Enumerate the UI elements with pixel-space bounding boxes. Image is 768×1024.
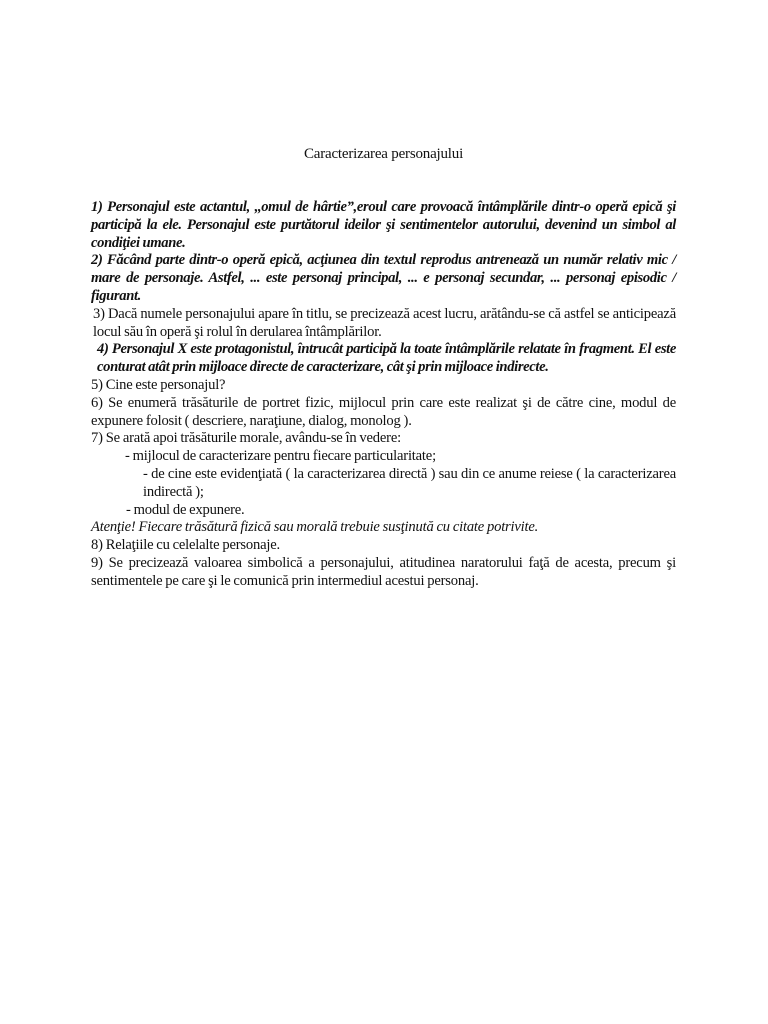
- point-7-sub-1: - mijlocul de caracterizare pentru fiecare particularitate;: [125, 448, 436, 465]
- attention-note: Atenţie! Fiecare trăsătură fizică sau morală trebuie susţinută cu citate potrivite.: [91, 519, 539, 536]
- point-9: 9) Se precizează valoarea simbolică a personajului, atitudinea naratorului faţă de acesta, precum şi sentimentele pe care şi le comunică prin intermediul acestui personaj.: [91, 554, 676, 589]
- point-6: 6) Se enumeră trăsăturile de portret fizic, mijlocul prin care este realizat şi de către cine, modul de expunere folosit ( descriere, naraţiune, dialog, monolog ).: [91, 394, 676, 429]
- point-7: 7) Se arată apoi trăsăturile morale, avându-se în vedere:: [91, 430, 401, 447]
- point-1: 1) Personajul este actantul, ,,omul de hârtie”,eroul care provoacă întâmplările dintr-o operă epică şi participă la ele. Personajul este purtătorul ideilor şi sentimentelor autorului, devenind un simbol al condiţiei umane.: [91, 199, 676, 251]
- point-5: 5) Cine este personajul?: [91, 376, 226, 393]
- point-2: 2) Făcând parte dintr-o operă epică, acţiunea din textul reprodus antrenează un număr relativ mic / mare de personaje. Astfel, ... este personaj principal, ... e personaj secundar, ... personaj episodic / figurant.: [91, 252, 676, 304]
- point-3: 3) Dacă numele personajului apare în titlu, se precizează acest lucru, arătându-se că astfel se anticipează locul său în operă şi rolul în derularea întâmplărilor.: [93, 305, 676, 340]
- page-title: Caracterizarea personajului: [303, 146, 464, 162]
- point-4: 4) Personajul X este protagonistul, întrucât participă la toate întâmplările relatate în fragment. El este conturat atât prin mijloace directe de caracterizare, cât şi prin mijloace indirecte.: [97, 341, 676, 376]
- point-8: 8) Relaţiile cu celelalte personaje.: [91, 537, 280, 554]
- point-7-sub-3: - modul de expunere.: [126, 501, 245, 518]
- point-7-sub-2: - de cine este evidenţiată ( la caracterizarea directă ) sau din ce anume reiese ( la caracterizarea indirectă );: [143, 465, 676, 500]
- document-page: [91, 145, 676, 591]
